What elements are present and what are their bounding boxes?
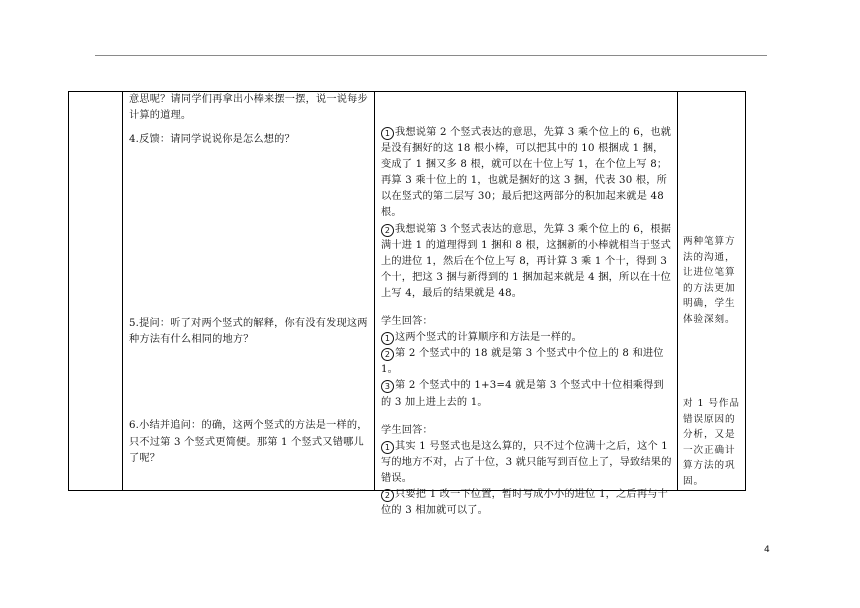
teacher-text: 4.反馈：请同学说说你是怎么想的？ [129,134,295,146]
student-answer: 2 第 2 个竖式中的 18 就是第 3 个竖式中个位上的 8 和进位 1。 [381,348,664,376]
student-answer: 1 我想说第 2 个竖式表达的意思，先算 3 乘个位上的 6，也就是没有捆好的这 18 根小棒，可以把其中的 10 根捆成 1 捆，变成了 1 捆又多 8 根，就可以在十位上写 1，在个位上写 8；再算 3 乘十位上的 1，也就是捆好的这 3 捆，代表 30 根，所以在竖式的第二层写 30；最后把这两部分的积加起来就是 48 根。 [381,127,672,219]
student-answer: 2 我想说第 3 个竖式表达的意思，先算 3 乘个位上的 6，根据满十进 1 的道理得到 1 捆和 8 根，这捆新的小棒就相当于竖式上的进位 1，然后在个位上写 8，再计算 3 乘 1 个十，得到 3 个十，把这 3 捆与新得到的 1 捆加起来就是 4 捆，所以在十位上写 4，最后的结果就是 48。 [381,223,672,299]
student-answer: 1 其实 1 号竖式也是这么算的，只不过个位满十之后，这个 1 写的地方不对，占了十位，3 就只能写到百位上了，导致结果的错误。 [381,440,672,484]
student-answer: 2 只要把 1 改一下位置，暂时写成小小的进位 1，之后再与十位的 3 相加就可以了。 [381,488,668,517]
column-divider [122,91,123,491]
design-note: 对 1 号作品错误原因的分析，又是一次正确计算方法的巩固。 [683,398,740,487]
teacher-text: 5.提问：听了对两个竖式的解释，你有没有发现这两种方法有什么相同的地方？ [129,318,368,346]
design-note: 两种笔算方法的沟通，让进位笔算的方法更加明确，学生体验深刻。 [683,236,736,325]
circled-number-marker: 2 [381,489,394,502]
student-reply-heading: 学生回答： [381,424,433,436]
teacher-column [129,92,369,467]
student-answer: 3 第 2 个竖式中的 1+3=4 就是第 3 个竖式中十位相乘得到的 3 加上进上去的 1。 [381,380,664,408]
student-reply-heading: 学生回答： [381,316,433,328]
column-divider [677,91,678,491]
circled-number-marker: 1 [381,441,394,454]
circled-number-marker: 1 [381,332,394,345]
circled-number-marker: 2 [381,348,394,361]
page-number: 4 [764,545,770,555]
teacher-text: 6.小结并追问：的确，这两个竖式的方法是一样的，只不过第 3 个竖式更简便。那第 1 个竖式又错哪儿了呢？ [129,420,368,464]
student-column [381,125,673,519]
student-answer: 1 这两个竖式的计算顺序和方法是一样的。 [381,330,673,346]
circled-number-marker: 2 [381,224,394,237]
circled-number-marker: 3 [381,380,394,393]
teacher-text: 意思呢？请同学们再拿出小棒来摆一摆，说一说每步计算的道理。 [129,94,368,122]
circled-number-marker: 1 [381,127,394,140]
column-divider [374,91,375,491]
header-rule [95,55,767,56]
